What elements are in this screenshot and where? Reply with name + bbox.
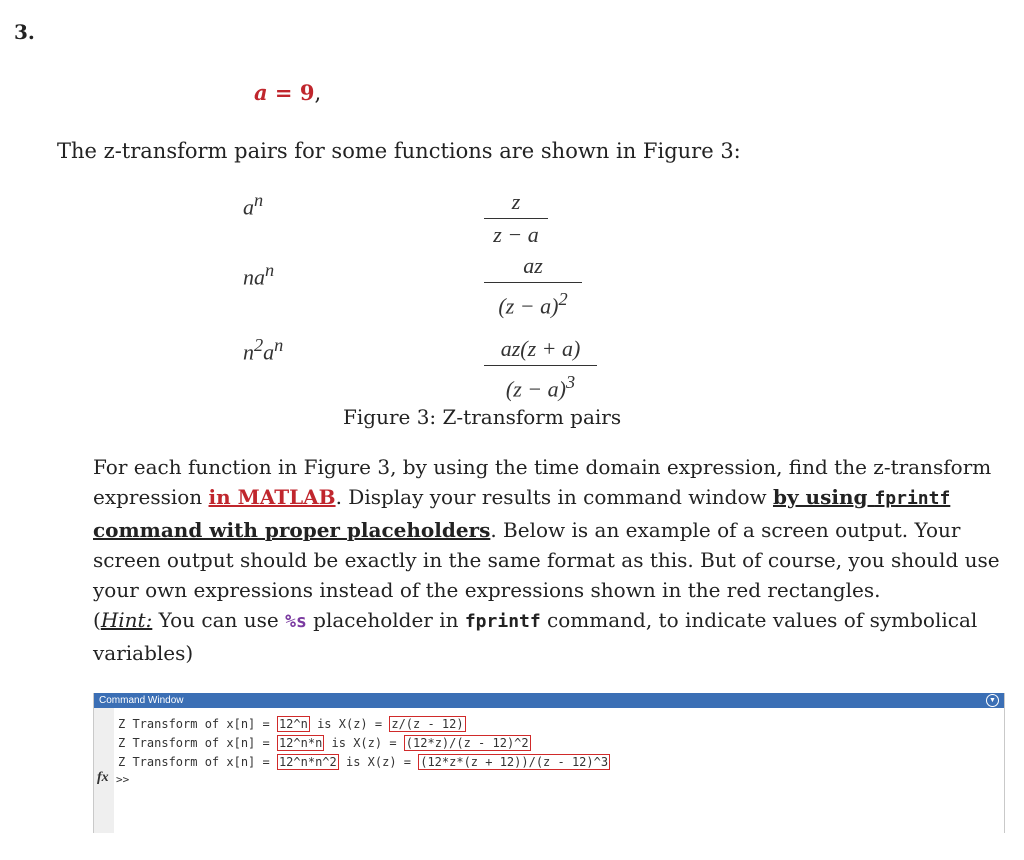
pair-3-numerator: az(z + a) [500, 336, 581, 361]
pair-2-fraction-bar [484, 282, 582, 283]
para-text: expression [93, 485, 209, 510]
output-mid: is X(z) = [324, 736, 404, 750]
a-variable: a [254, 80, 268, 105]
a-value-assignment [254, 80, 321, 105]
command-window[interactable] [93, 693, 1005, 833]
para-line-7: variables) [93, 640, 194, 665]
output-line-1 [118, 717, 466, 731]
placeholders-emphasis: command with proper placeholders [93, 517, 491, 542]
instructions-paragraph [93, 452, 1000, 668]
para-line-6 [93, 605, 978, 637]
pair-1-fraction-bar [484, 218, 548, 219]
output-line-3 [118, 755, 610, 769]
para-line-3 [93, 515, 961, 545]
pair-2-transform [484, 252, 582, 320]
intro-text: The z-transform pairs for some functions are shown in Figure 3: [57, 139, 741, 163]
output-prefix: Z Transform of x[n] = [118, 717, 277, 731]
output-mid: is X(z) = [309, 717, 390, 731]
hint-label: Hint: [100, 608, 153, 633]
output-mid: is X(z) = [338, 755, 419, 769]
fx-icon[interactable]: fx [97, 770, 109, 785]
fprintf-code: fprintf [464, 611, 541, 633]
pair-1-denominator: z − a [493, 222, 539, 247]
paren-open: ( [93, 608, 101, 633]
xz-expression: z/(z - 12) [391, 717, 464, 731]
equals-sign: = [267, 80, 300, 105]
by-using-emphasis [773, 485, 950, 509]
pair-2-denominator: $(z - a)^2$ [498, 289, 568, 319]
para-line-4: screen output should be exactly in the same format as this. But of course, you should use [93, 547, 1000, 572]
para-text: You can use [152, 608, 286, 633]
para-line-5: your own expressions instead of the expressions shown in the red rectangles. [93, 578, 881, 603]
command-prompt[interactable]: >> [116, 773, 130, 786]
in-matlab-emphasis: in MATLAB [208, 485, 336, 510]
para-text: placeholder in [306, 608, 465, 633]
pair-1-function: $a^n$ [243, 190, 264, 220]
command-window-title: Command Window [99, 695, 184, 706]
placeholder-code: %s [285, 611, 307, 633]
xz-expression: (12*z)/(z - 12)^2 [405, 736, 529, 750]
a-comma: , [314, 81, 322, 105]
chevron-down-icon[interactable]: ▼ [986, 694, 999, 707]
question-number: 3. [14, 20, 35, 44]
xn-expression: 12^n [278, 717, 308, 731]
command-window-title-bar [94, 693, 1004, 708]
by-using-text: by using [772, 485, 875, 510]
xz-expression: (12*z*(z + 12))/(z - 12)^3 [420, 755, 609, 769]
pair-1-numerator: z [511, 189, 521, 214]
pair-2-numerator: az [523, 253, 543, 278]
output-prefix: Z Transform of x[n] = [118, 755, 277, 769]
para-text: . Display your results in command window [335, 485, 773, 510]
xn-expression: 12^n*n [278, 736, 323, 750]
para-line-2 [93, 482, 951, 514]
fprintf-code: fprintf [874, 488, 951, 510]
output-line-2 [118, 736, 531, 750]
output-prefix: Z Transform of x[n] = [118, 736, 277, 750]
pair-3-fraction-bar [484, 365, 597, 366]
pair-1-transform [484, 188, 548, 249]
para-text: . Below is an example of a screen output. Your [490, 517, 961, 542]
para-line-1: For each function in Figure 3, by using the time domain expression, find the z-transform [93, 455, 992, 479]
pair-3-function: $n^2a^n$ [243, 335, 284, 365]
pair-2-function: $na^n$ [243, 260, 275, 290]
xn-expression: 12^n*n^2 [278, 755, 337, 769]
a-number: 9 [299, 80, 315, 105]
figure-caption: Figure 3: Z-transform pairs [343, 405, 622, 429]
pair-3-denominator: $(z - a)^3$ [505, 372, 576, 402]
para-text: command, to indicate values of symbolical [540, 608, 978, 633]
pair-3-transform [484, 335, 597, 403]
